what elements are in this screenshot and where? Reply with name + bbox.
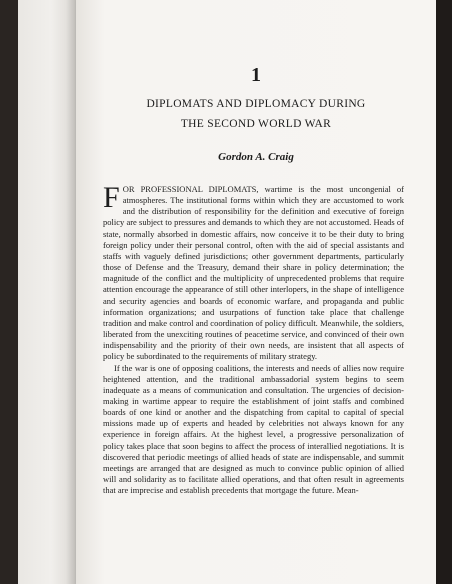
paragraph-1-text: wartime is the most uncongenial of atmospheres. The institutional forms within which they are accustomed to work and the distribution of responsibility for the definition and executive of foreign policy are subject to pressures and demands to which they are not accustomed. Heads of state, normally absorbed in domestic affairs, now conceive it to be their duty to bring foreign policy under their personal control, often with the aid of special assistants and staffs with vaguely defined jurisdictions; other government departments, particularly those of Defense and the Treasury, demand their share in policy determination; the magnitude of the conflict and the multiplicity of unprecedented problems that require attention encourage the appearance of still other interlopers, in the shape of intelligence and security agencies and boards of economic warfare, and propaganda and public information organizations; and usurpations of function take place that challenge tradition and make control and coordination of policy difficult. Meanwhile, the soldiers, liberated from the unexciting routines of peacetime service, and convinced of their own indispensability and the priority of their own needs, are insistent that all aspects of policy be subordinated to the requirements of military strategy. [103,184,404,362]
book-page [76,0,436,584]
chapter-number: 1 [251,64,261,86]
paragraph-2: If the war is one of opposing coalitions, the interests and needs of allies now require heightened attention, and the traditional ambassadorial system begins to seem inadequate as a means of communication and consultation. The urgencies of decision-making in wartime appear to require the establishment of joint staffs and combined boards of one kind or another and the dispatching from capital to capital of special missions made up of experts and headed by celebrities not always known for any experience in foreign affairs. At the highest level, a progressive personalization of policy takes place that soon begins to affect the process of interallied negotiations. It is discovered that periodic meetings of allied heads of state are indispensable, and summit meetings are arranged that are designed as much to convince public opinion of allied will and solidarity as to facilitate allied operations, and that often result in agreements that are imprecise and establish precedents that mortgage the future. Mean- [103,362,404,496]
chapter-title-line-1: DIPLOMATS AND DIPLOMACY DURING [146,98,366,110]
paragraph-1 [103,181,404,363]
chapter-body [103,181,404,496]
chapter-title-line-2: THE SECOND WORLD WAR [180,118,332,130]
background-edge [436,0,452,584]
paragraph-1-lead: OR PROFESSIONAL DIPLOMATS, [122,184,259,194]
drop-cap: F [103,181,120,214]
chapter-author: Gordon A. Craig [218,151,294,163]
chapter-title [76,94,436,134]
